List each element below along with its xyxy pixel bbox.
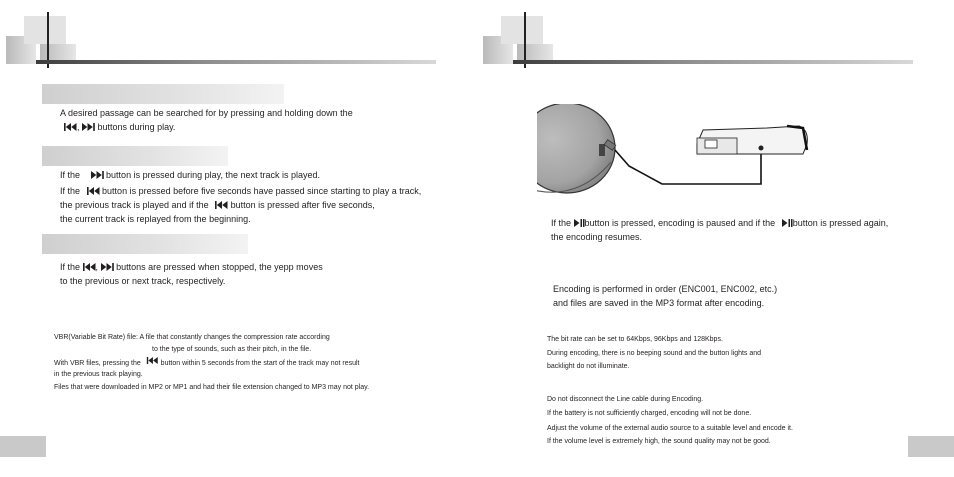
next-track-icon (91, 169, 104, 183)
previous-track-icon (83, 261, 96, 275)
search-text-line2: , buttons during play. (64, 120, 175, 135)
page-number-tab (0, 436, 46, 457)
note-encoding-line1: Do not disconnect the Line cable during Encoding. (547, 396, 704, 403)
skip-text-line3: the previous track is played and if the button is pressed after five seconds, (60, 198, 375, 213)
skip-text-line4: the current track is replayed from the beginning. (60, 214, 251, 224)
play-pause-icon (574, 217, 585, 231)
header-rule (36, 60, 436, 64)
note-vbr-line4: in the previous track playing. (54, 371, 143, 378)
note-vbr-line3: With VBR files, pressing the button within 5 seconds from the start of the track may not result (54, 357, 360, 370)
right-page (477, 0, 954, 477)
corner-square-light (501, 16, 543, 44)
skip-text-line2: If the button is pressed before five seconds have passed since starting to play a track, (60, 184, 421, 199)
next-track-icon (101, 261, 114, 275)
next-track-icon (82, 121, 95, 135)
previous-track-icon (146, 357, 159, 369)
note-bitrate-line2: During encoding, there is no beeping sound and the button lights and (547, 350, 762, 357)
stopped-text-line2: to the previous or next track, respectively. (60, 276, 226, 286)
section-header-bar (42, 234, 248, 254)
corner-square-light (24, 16, 66, 44)
stopped-text-line1: If the , buttons are pressed when stopped, the yepp moves (60, 260, 323, 275)
previous-track-icon (64, 121, 77, 135)
note-encoding-line4: If the volume level is extremely high, the sound quality may not be good. (547, 438, 771, 445)
play-pause-icon (782, 217, 793, 231)
note-vbr-line1: VBR(Variable Bit Rate) file: A file that constantly changes the compression rate according (54, 334, 330, 341)
note-encoding-line3: Adjust the volume of the external audio source to a suitable level and encode it. (547, 425, 793, 432)
previous-track-icon (215, 199, 228, 213)
note-encoding-line2: If the battery is not sufficiently charged, encoding will not be done. (547, 410, 752, 417)
page-number-tab (908, 436, 954, 457)
order-text-line2: and files are saved in the MP3 format after encoding. (553, 298, 765, 308)
pause-text-line1: If the button is pressed, encoding is paused and if the button is pressed again, (551, 216, 888, 231)
note-bitrate-line3: backlight do not illuminate. (547, 363, 630, 370)
header-rule (513, 60, 913, 64)
note-bitrate-line1: The bit rate can be set to 64Kbps, 96Kbps and 128Kbps. (547, 336, 723, 343)
section-header-bar (42, 84, 284, 104)
pause-text-line2: the encoding resumes. (551, 232, 643, 242)
order-text-line1: Encoding is performed in order (ENC001, ENC002, etc.) (553, 284, 778, 294)
previous-track-icon (87, 185, 100, 199)
skip-text-line1: If the button is pressed during play, the next track is played. (60, 168, 320, 183)
search-text-line1: A desired passage can be searched for by pressing and holding down the (60, 108, 353, 118)
section-header-bar (42, 146, 228, 166)
player-line-cable-illustration (537, 104, 827, 204)
note-vbr-line2: to the type of sounds, such as their pitch, in the file. (152, 346, 312, 353)
note-vbr-line5: Files that were downloaded in MP2 or MP1 and had their file extension changed to MP3 may not play. (54, 384, 370, 391)
